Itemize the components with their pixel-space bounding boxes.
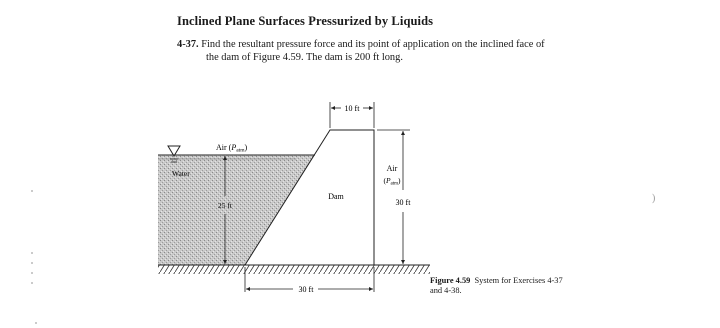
air-right-label: Air (386, 164, 398, 173)
scan-artifact (31, 282, 33, 284)
problem-text-1: Find the resultant pressure force and its point of application on the inclined face of (201, 39, 545, 50)
water-label: Water (172, 169, 190, 178)
dam-label: Dam (328, 192, 344, 201)
caption-text: System for Exercises 4-37 (474, 276, 563, 285)
problem-number: 4-37. (177, 39, 199, 50)
scan-artifact (31, 190, 33, 192)
height-label: 30 ft (395, 198, 411, 207)
base-width-label: 30 ft (298, 285, 314, 294)
scan-artifact (35, 322, 37, 324)
problem-statement-line-2: the dam of Figure 4.59. The dam is 200 ft long. (206, 52, 403, 63)
air-right-pressure: $(P_{atm})$ (383, 176, 401, 187)
air-left-label: Air (Patm) (216, 143, 248, 154)
ground-hatch (158, 265, 430, 274)
top-width-label: 10 ft (344, 104, 360, 113)
scan-artifact: ) (652, 193, 656, 204)
figure-caption-line-1 (430, 276, 563, 285)
depth-label: 25 ft (218, 201, 232, 210)
figure-number: Figure 4.59 (430, 276, 471, 285)
section-heading: Inclined Plane Surfaces Pressurized by Liquids (177, 14, 434, 28)
scan-artifact (31, 272, 33, 274)
scan-artifact (31, 252, 33, 254)
scan-artifact (31, 262, 33, 264)
figure-caption-line-2: and 4-38. (430, 286, 462, 295)
